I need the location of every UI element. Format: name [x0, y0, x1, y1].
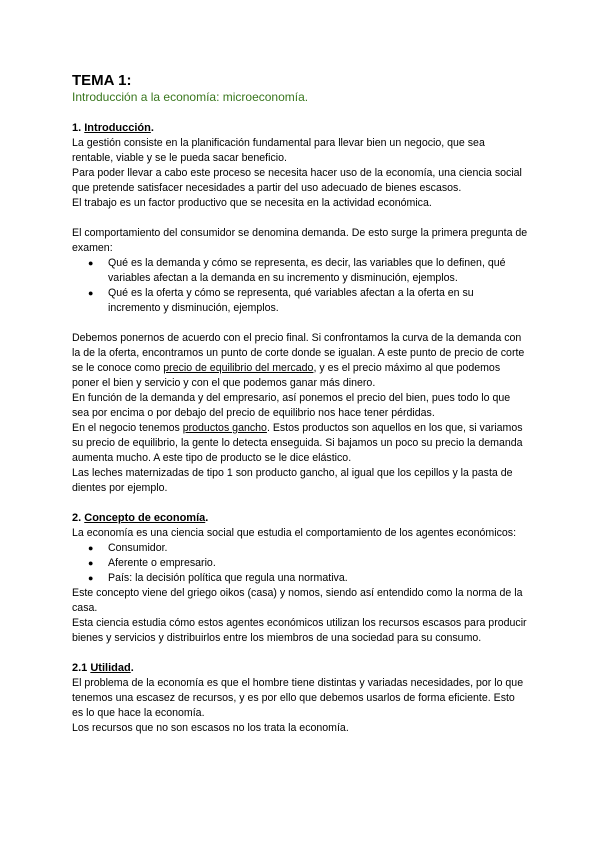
bullet-list [72, 256, 528, 316]
section-1-title: Introducción [84, 122, 151, 134]
section-2-heading [72, 511, 528, 526]
list-item [88, 571, 528, 586]
paragraph [72, 421, 528, 466]
list-item [88, 556, 528, 571]
paragraph: El comportamiento del consumidor se denomina demanda. De esto surge la primera pregunta de examen: [72, 227, 528, 254]
section-2-1-heading [72, 661, 528, 676]
underlined-term: productos gancho [182, 422, 267, 434]
section-1-title-end: . [150, 122, 154, 134]
paragraph: Los recursos que no son escasos no los trata la economía. [72, 722, 349, 734]
paragraph-text: , y es el precio máximo al que podemos poner el bien y servicio y con el que podemos ganar más dinero. [72, 362, 501, 389]
section-2-number: 2. [72, 512, 82, 524]
paragraph: El trabajo es un factor productivo que se necesita en la actividad económica. [72, 197, 432, 209]
list-item-text: Qué es la demanda y cómo se representa, es decir, las variables que lo definen, qué variables afectan a la demanda en su incremento y disminución, ejemplos. [108, 257, 506, 284]
bullet-icon: ● [88, 573, 94, 583]
list-item-text: Aferente o empresario. [108, 557, 216, 569]
list-item-text: Consumidor. [108, 542, 168, 554]
paragraph: Este concepto viene del griego oikos (casa) y nomos, siendo así entendido como la norma de la casa. [72, 587, 523, 614]
paragraph-text: Debemos ponernos de acuerdo con el precio final. Si confrontamos la curva de la demanda con la de la oferta, encontramos un punto de corte donde se igualan. A este punto de precio de corte se le conoce como [72, 332, 525, 374]
section-2-1-title: Utilidad [90, 662, 131, 674]
bullet-icon: ● [88, 288, 94, 298]
list-item [88, 286, 528, 316]
paragraph-text: . Estos productos son aquellos en los que, si variamos su precio de equilibrio, la gente lo detecta enseguida. Si bajamos un poco su precio la demanda aumenta mucho. A este tipo de producto se le dice elástico. [72, 422, 523, 464]
list-item [88, 256, 528, 286]
bullet-icon: ● [88, 258, 94, 268]
paragraph: Las leches maternizadas de tipo 1 son producto gancho, al igual que los cepillos y la pasta de dientes por ejemplo. [72, 467, 513, 494]
document-title: TEMA 1: [72, 72, 132, 89]
section-2-1-title-end: . [130, 662, 134, 674]
list-item-text: Qué es la oferta y cómo se representa, qué variables afectan a la oferta en su incremento y disminución, ejemplos. [108, 287, 474, 314]
list-item-text: País: la decisión política que regula una normativa. [108, 572, 348, 584]
section-2-title: Concepto de economía [84, 512, 206, 524]
underlined-term: precio de equilibrio del mercado [163, 362, 314, 374]
paragraph: La gestión consiste en la planificación fundamental para llevar bien un negocio, que sea rentable, viable y se le pueda sacar beneficio. [72, 137, 485, 164]
bullet-icon: ● [88, 543, 94, 553]
paragraph [72, 331, 528, 391]
bullet-list [72, 541, 528, 586]
paragraph-text: En el negocio tenemos [72, 422, 183, 434]
section-1-number: 1. [72, 122, 82, 134]
section-2-1-number: 2.1 [72, 662, 88, 674]
list-item [88, 541, 528, 556]
paragraph: El problema de la economía es que el hombre tiene distintas y variadas necesidades, por lo que tenemos una escasez de recursos, y es por ello que debemos usarlos de forma eficiente. Esto es lo que hace la economía. [72, 677, 524, 719]
paragraph: Esta ciencia estudia cómo estos agentes económicos utilizan los recursos escasos para producir bienes y servicios y distribuirlos entre los miembros de una sociedad para su consumo. [72, 617, 527, 644]
paragraph: La economía es una ciencia social que estudia el comportamiento de los agentes económicos: [72, 527, 517, 539]
section-1-heading [72, 121, 528, 136]
bullet-icon: ● [88, 558, 94, 568]
document-subtitle: Introducción a la economía: microeconomía. [72, 90, 309, 104]
paragraph: En función de la demanda y del empresario, así ponemos el precio del bien, pues todo lo que sea por encima o por debajo del precio de equilibrio nos hace tener pérdidas. [72, 392, 511, 419]
section-2-title-end: . [205, 512, 209, 524]
paragraph: Para poder llevar a cabo este proceso se necesita hacer uso de la economía, una ciencia social que pretende satisfacer necesidades a partir del uso adecuado de bienes escasos. [72, 167, 522, 194]
